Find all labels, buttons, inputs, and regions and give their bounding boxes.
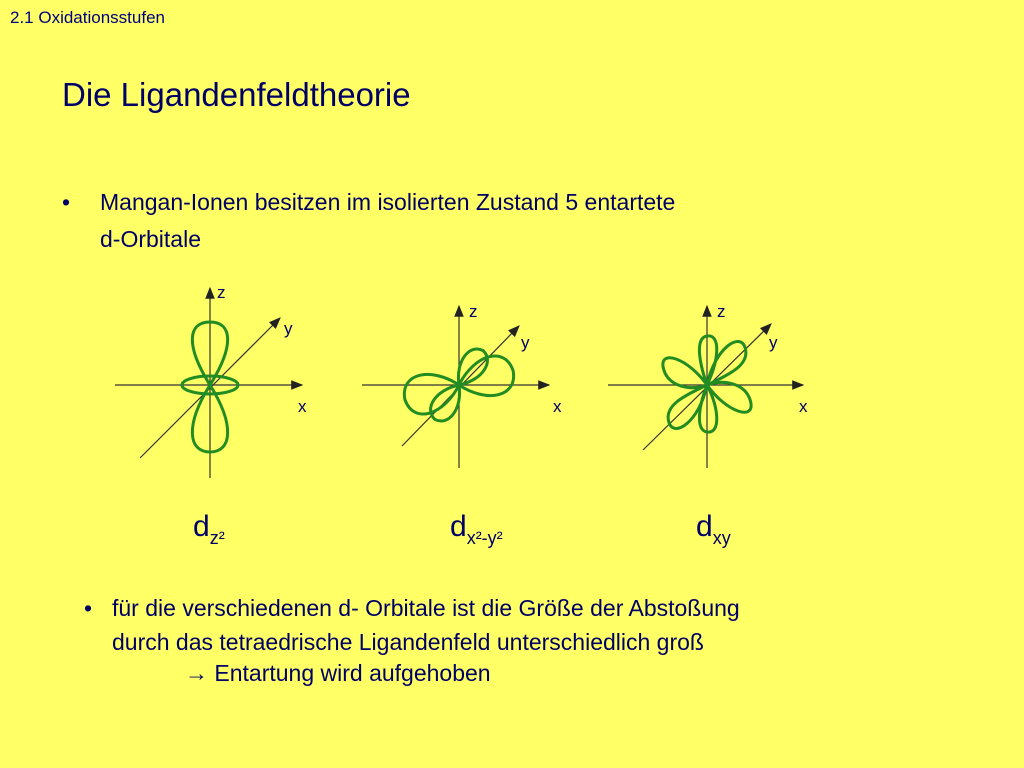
bullet-line-2: d-Orbitale <box>100 226 201 252</box>
orbital-label-subscript: xy <box>712 528 731 548</box>
conclusion-line <box>185 660 491 687</box>
axis-label-y: y <box>284 319 293 338</box>
orbital-label-main: d <box>450 510 467 543</box>
orbital-label-main: d <box>193 510 210 543</box>
orbital-label-main: d <box>696 510 713 543</box>
orbital-label-dz2 <box>193 510 225 549</box>
axis-label-z: z <box>717 302 726 321</box>
bullet-line-2: durch das tetraedrische Ligandenfeld unterschiedlich groß <box>112 629 704 655</box>
orbital-dxy-diagram <box>603 280 813 485</box>
orbital-label-dxy <box>696 510 731 549</box>
axis-label-x: x <box>298 397 307 416</box>
orbital-dz2-diagram <box>110 280 320 485</box>
orbital-label-subscript: x²-y² <box>466 528 503 548</box>
bullet-line-1: für die verschiedenen d- Orbitale ist die Größe der Abstoßung <box>112 595 740 621</box>
axis-label-x: x <box>799 397 808 416</box>
bullet-text <box>112 591 740 659</box>
orbital-label-dx2y2 <box>450 510 503 549</box>
right-arrow-icon: → <box>185 660 208 686</box>
slide-title: Die Ligandenfeldtheorie <box>62 76 411 113</box>
bullet-text <box>100 184 675 258</box>
orbital-dx2y2-diagram <box>357 280 567 485</box>
section-header: 2.1 Oxidationsstufen <box>10 8 165 27</box>
bullet-line-1: Mangan-Ionen besitzen im isolierten Zustand 5 entartete <box>100 189 676 215</box>
bullet-marker: • <box>84 595 93 621</box>
axis-label-y: y <box>769 333 778 352</box>
axis-label-z: z <box>217 283 226 302</box>
bullet-marker: • <box>62 189 71 215</box>
conclusion-text: Entartung wird aufgehoben <box>214 660 491 686</box>
axis-label-z: z <box>469 302 478 321</box>
orbital-label-subscript: z² <box>209 528 225 548</box>
axis-label-y: y <box>521 333 530 352</box>
axis-label-x: x <box>553 397 562 416</box>
